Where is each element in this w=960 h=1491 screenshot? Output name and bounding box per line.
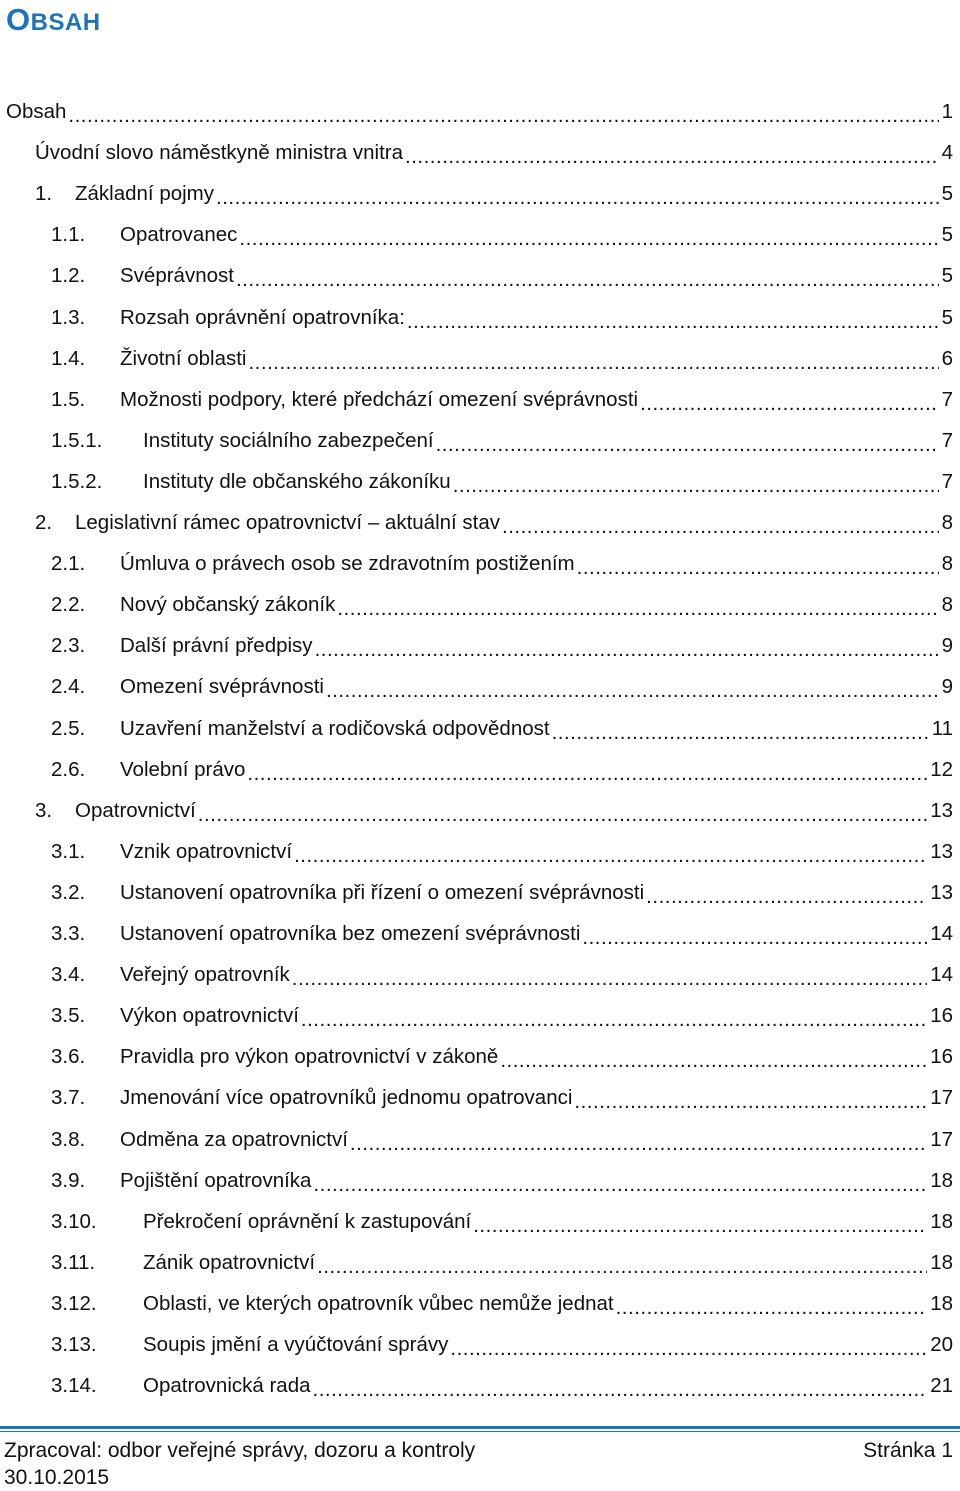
toc-entry-page: 18: [930, 1169, 953, 1192]
toc-entry-title: Jmenování více opatrovníků jednomu opatrovanci: [120, 1086, 573, 1109]
toc-entry-number: 1.4.: [51, 347, 86, 370]
toc-entry-number: 2.5.: [51, 717, 86, 740]
toc-entry-number: 3.11.: [51, 1251, 96, 1274]
toc-entry-title: Překročení oprávnění k zastupování: [143, 1210, 472, 1233]
toc-leader-dots: [236, 255, 939, 296]
toc-leader-dots: [301, 995, 927, 1036]
toc-leader-dots: [294, 831, 927, 872]
toc-entry-number: 3.8.: [51, 1128, 86, 1151]
toc-entry-title: Instituty sociálního zabezpečení: [143, 429, 434, 452]
toc-entry[interactable]: [0, 214, 953, 255]
toc-entry-page: 21: [930, 1374, 953, 1397]
toc-entry-page: 16: [930, 1004, 953, 1027]
toc-entry[interactable]: [0, 1077, 953, 1118]
toc-entry-title: Úmluva o právech osob se zdravotním postižením: [120, 552, 575, 575]
toc-entry-number: 3.10.: [51, 1210, 97, 1233]
toc-entry[interactable]: [0, 297, 953, 338]
toc-entry[interactable]: [0, 91, 953, 132]
toc-entry[interactable]: [0, 502, 953, 543]
toc-leader-dots: [473, 1201, 927, 1242]
page-title: [6, 2, 101, 38]
toc-leader-dots: [239, 214, 938, 255]
toc-entry-number: 3.: [35, 799, 53, 822]
toc-entry-number: 3.14.: [51, 1374, 97, 1397]
toc-entry-number: 1.3.: [51, 306, 86, 329]
toc-entry-title: Obsah: [6, 100, 67, 123]
toc-entry-title: Další právní předpisy: [120, 634, 313, 657]
toc-leader-dots: [582, 913, 927, 954]
toc-entry-page: 5: [941, 306, 953, 329]
toc-entry[interactable]: [0, 543, 953, 584]
toc-entry[interactable]: [0, 1201, 953, 1242]
toc-leader-dots: [247, 749, 927, 790]
footer-left: [4, 1437, 475, 1491]
toc-entry[interactable]: [0, 338, 953, 379]
toc-entry[interactable]: [0, 173, 953, 214]
toc-entry[interactable]: [0, 1324, 953, 1365]
page-title-initial: O: [6, 2, 31, 37]
toc-entry[interactable]: [0, 913, 953, 954]
toc-entry-number: 3.7.: [51, 1086, 86, 1109]
toc-leader-dots: [436, 420, 939, 461]
toc-leader-dots: [500, 1036, 927, 1077]
toc-leader-dots: [552, 708, 929, 749]
toc-entry-page: 13: [930, 881, 953, 904]
toc-leader-dots: [453, 461, 939, 502]
toc-entry[interactable]: [0, 1160, 953, 1201]
toc-entry[interactable]: [0, 132, 953, 173]
toc-entry[interactable]: [0, 461, 953, 502]
toc-leader-dots: [577, 543, 939, 584]
toc-entry-title: Svéprávnost: [120, 264, 234, 287]
toc-entry-number: 2.4.: [51, 675, 86, 698]
toc-entry-page: 8: [941, 593, 953, 616]
toc-entry[interactable]: [0, 1283, 953, 1324]
footer-date: 30.10.2015: [4, 1466, 110, 1489]
toc-entry-number: 3.1.: [51, 840, 86, 863]
toc-entry-page: 4: [941, 141, 953, 164]
toc-leader-dots: [248, 338, 938, 379]
toc-entry-page: 6: [941, 347, 953, 370]
toc-entry[interactable]: [0, 1119, 953, 1160]
toc-entry[interactable]: [0, 790, 953, 831]
toc-entry-page: 14: [930, 922, 953, 945]
toc-entry[interactable]: [0, 831, 953, 872]
toc-leader-dots: [646, 872, 927, 913]
toc-entry-page: 18: [930, 1292, 953, 1315]
toc-entry-title: Ustanovení opatrovníka při řízení o omezení svéprávnosti: [120, 881, 645, 904]
toc-entry-number: 3.12.: [51, 1292, 97, 1315]
toc-entry-title: Nový občanský zákoník: [120, 593, 336, 616]
toc-entry-title: Výkon opatrovnictví: [120, 1004, 299, 1027]
toc-entry-title: Omezení svéprávnosti: [120, 675, 324, 698]
toc-entry-number: 2.6.: [51, 758, 86, 781]
toc-entry-page: 7: [941, 429, 953, 452]
toc-entry[interactable]: [0, 995, 953, 1036]
toc-leader-dots: [317, 1242, 927, 1283]
toc-entry-title: Veřejný opatrovník: [120, 963, 290, 986]
toc-entry[interactable]: [0, 584, 953, 625]
toc-entry[interactable]: [0, 1242, 953, 1283]
toc-entry-title: Soupis jmění a vyúčtování správy: [143, 1333, 449, 1356]
toc-entry-number: 3.2.: [51, 881, 86, 904]
toc-entry-number: 1.1.: [51, 223, 86, 246]
toc-entry[interactable]: [0, 708, 953, 749]
toc-leader-dots: [292, 954, 927, 995]
footer-divider: [0, 1426, 960, 1429]
toc-entry-page: 17: [930, 1086, 953, 1109]
toc-leader-dots: [574, 1077, 927, 1118]
toc-entry[interactable]: [0, 666, 953, 707]
toc-entry-page: 18: [930, 1210, 953, 1233]
toc-entry-title: Pojištění opatrovníka: [120, 1169, 312, 1192]
toc-entry-page: 5: [941, 264, 953, 287]
toc-entry-number: 3.4.: [51, 963, 86, 986]
toc-entry-title: Základní pojmy: [75, 182, 215, 205]
toc-leader-dots: [337, 584, 938, 625]
toc-entry-title: Oblasti, ve kterých opatrovník vůbec nemůže jednat: [143, 1292, 614, 1315]
toc-leader-dots: [350, 1119, 927, 1160]
toc-entry-number: 3.9.: [51, 1169, 86, 1192]
toc-entry-number: 1.2.: [51, 264, 86, 287]
toc-entry-number: 3.13.: [51, 1333, 97, 1356]
toc-entry-title: Instituty dle občanského zákoníku: [143, 470, 451, 493]
toc-entry-title: Vznik opatrovnictví: [120, 840, 293, 863]
toc-entry-title: Možnosti podpory, které předchází omezení svéprávnosti: [120, 388, 639, 411]
footer-author: Zpracoval: odbor veřejné správy, dozoru a kontroly: [4, 1439, 476, 1462]
toc-entry-page: 8: [941, 552, 953, 575]
toc-entry-page: 14: [930, 963, 953, 986]
toc-entry-page: 5: [941, 182, 953, 205]
toc-leader-dots: [313, 1160, 927, 1201]
toc-entry-title: Úvodní slovo náměstkyně ministra vnitra: [35, 141, 404, 164]
toc-entry[interactable]: [0, 420, 953, 461]
toc-entry-title: Zánik opatrovnictví: [143, 1251, 316, 1274]
toc-leader-dots: [198, 790, 927, 831]
toc-entry-number: 1.5.1.: [51, 429, 103, 452]
toc-entry-number: 2.3.: [51, 634, 86, 657]
toc-entry-page: 9: [941, 675, 953, 698]
toc-entry-number: 1.5.2.: [51, 470, 103, 493]
toc-leader-dots: [640, 379, 939, 420]
toc-entry[interactable]: [0, 1365, 953, 1406]
toc-entry-title: Legislativní rámec opatrovnictví – aktuální stav: [75, 511, 501, 534]
toc-entry-page: 9: [941, 634, 953, 657]
toc-entry[interactable]: [0, 872, 953, 913]
toc-entry-page: 11: [931, 717, 953, 740]
toc-entry-number: 1.: [35, 182, 53, 205]
toc-entry[interactable]: [0, 749, 953, 790]
toc-entry[interactable]: [0, 255, 953, 296]
toc-entry-number: 3.5.: [51, 1004, 86, 1027]
toc-entry-page: 20: [930, 1333, 953, 1356]
toc-leader-dots: [407, 297, 939, 338]
toc-entry-page: 7: [941, 388, 953, 411]
footer-divider-thin: [0, 1431, 960, 1432]
toc-entry-title: Opatrovnická rada: [143, 1374, 311, 1397]
toc-entry-page: 12: [930, 758, 953, 781]
toc-entry-number: 2.1.: [51, 552, 86, 575]
toc-entry-title: Volební právo: [120, 758, 246, 781]
toc-entry-title: Pravidla pro výkon opatrovnictví v zákoně: [120, 1045, 499, 1068]
toc-entry[interactable]: [0, 625, 953, 666]
toc-leader-dots: [216, 173, 939, 214]
toc-leader-dots: [450, 1324, 927, 1365]
toc-entry-title: Opatrovanec: [120, 223, 238, 246]
toc-entry-title: Rozsah oprávnění opatrovníka:: [120, 306, 405, 329]
toc-entry-number: 2.2.: [51, 593, 86, 616]
toc-leader-dots: [326, 666, 939, 707]
toc-leader-dots: [68, 91, 938, 132]
toc-entry[interactable]: [0, 379, 953, 420]
toc-entry-page: 5: [941, 223, 953, 246]
toc-leader-dots: [405, 132, 939, 173]
toc-entry-page: 13: [930, 840, 953, 863]
toc-entry-page: 17: [930, 1128, 953, 1151]
toc-entry-title: Ustanovení opatrovníka bez omezení svéprávnosti: [120, 922, 581, 945]
toc-entry-title: Uzavření manželství a rodičovská odpovědnost: [120, 717, 550, 740]
toc-leader-dots: [502, 502, 939, 543]
toc-entry-number: 2.: [35, 511, 53, 534]
footer-page-number: Stránka 1: [863, 1439, 953, 1462]
toc-entry-page: 7: [941, 470, 953, 493]
toc-leader-dots: [315, 625, 939, 666]
toc-entry-page: 1: [941, 100, 953, 123]
toc-entry-title: Odměna za opatrovnictví: [120, 1128, 348, 1151]
toc-entry-number: 3.6.: [51, 1045, 86, 1068]
page-title-rest: BSAH: [30, 9, 101, 36]
toc-entry-page: 8: [941, 511, 953, 534]
toc-leader-dots: [616, 1283, 928, 1324]
toc-entry[interactable]: [0, 954, 953, 995]
toc-entry-page: 18: [930, 1251, 953, 1274]
toc-entry-number: 1.5.: [51, 388, 86, 411]
toc-entry-page: 16: [930, 1045, 953, 1068]
toc-entry-title: Životní oblasti: [120, 347, 247, 370]
toc-entry-title: Opatrovnictví: [75, 799, 196, 822]
toc-entry-page: 13: [930, 799, 953, 822]
toc-leader-dots: [313, 1365, 928, 1406]
toc-entry-number: 3.3.: [51, 922, 86, 945]
toc-entry[interactable]: [0, 1036, 953, 1077]
